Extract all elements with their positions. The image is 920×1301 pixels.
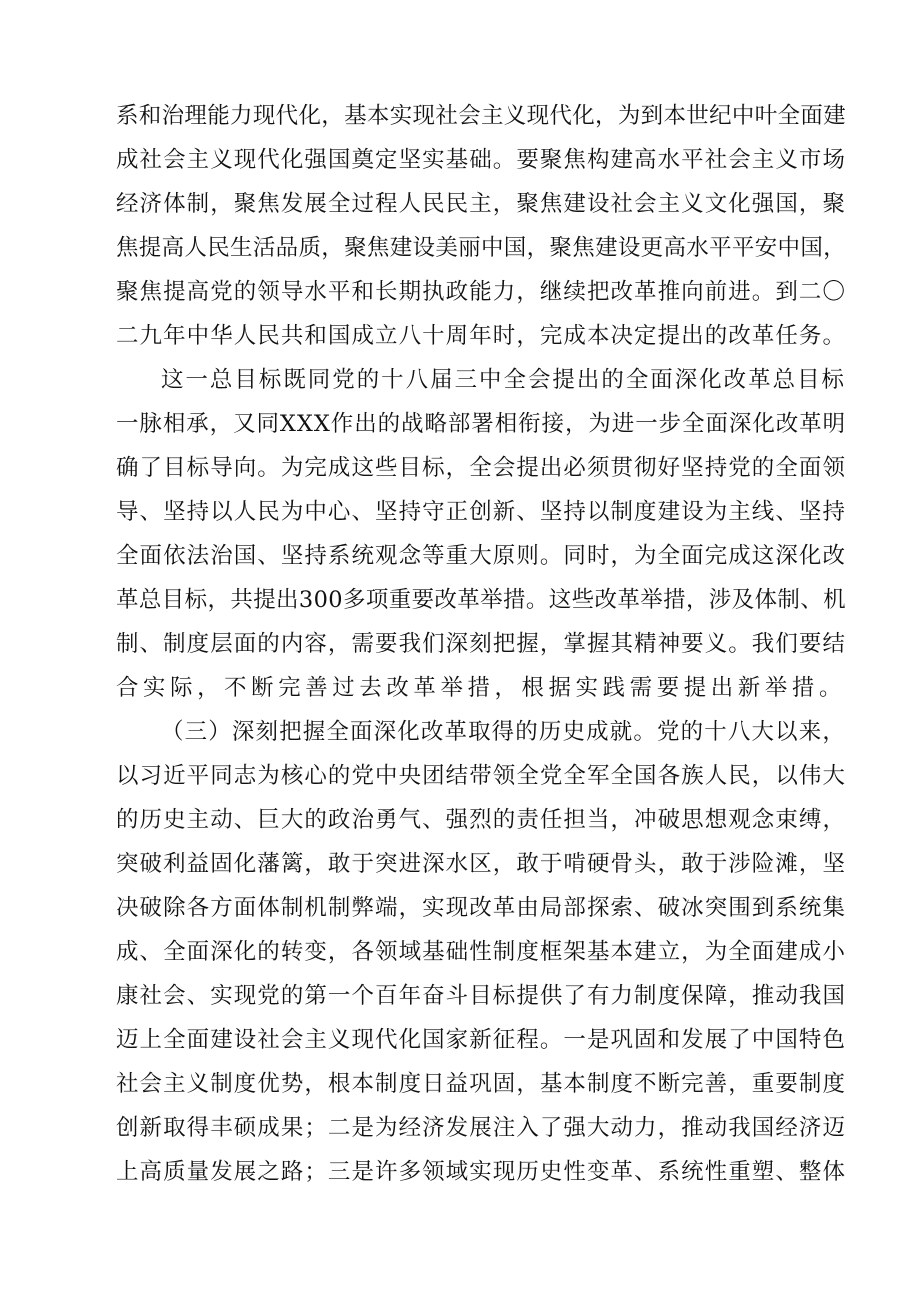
line-text-9: 确了目标导向。为完成这些目标，全会提出必须贯彻好坚持党的全面领 [116,455,846,481]
line-text-15: （三）深刻把握全面深化改革取得的历史成就。党的十八大以来， [161,719,846,745]
text-line-17 [0,798,920,842]
text-line-6 [0,314,920,358]
line-text-8: 一脉相承，又同XXX作出的战略部署相衔接，为进一步全面深化改革明 [116,411,846,437]
text-line-18 [0,842,920,886]
text-line-13 [0,622,920,666]
text-line-1 [0,94,920,138]
text-line-20 [0,930,920,974]
line-text-11: 全面依法治国、坚持系统观念等重大原则。同时，为全面完成这深化改 [116,543,846,569]
line-text-2: 成社会主义现代化强国奠定坚实基础。要聚焦构建高水平社会主义市场 [116,147,846,173]
line-text-20: 成、全面深化的转变，各领域基础性制度框架基本建立，为全面建成小 [116,939,846,965]
text-line-2 [0,138,920,182]
text-line-3 [0,182,920,226]
line-text-5: 聚焦提高党的领导水平和长期执政能力，继续把改革推向前进。到二〇 [116,279,846,305]
line-text-1: 系和治理能力现代化，基本实现社会主义现代化，为到本世纪中叶全面建 [116,103,846,129]
text-line-15 [0,710,920,754]
line-text-23: 社会主义制度优势，根本制度日益巩固，基本制度不断完善，重要制度 [116,1071,846,1097]
line-text-21: 康社会、实现党的第一个百年奋斗目标提供了有力制度保障，推动我国 [116,983,846,1009]
line-text-6: 二九年中华人民共和国成立八十周年时，完成本决定提出的改革任务。 [116,323,846,349]
text-line-19 [0,886,920,930]
text-line-12 [0,578,920,622]
line-text-10: 导、坚持以人民为中心、坚持守正创新、坚持以制度建设为主线、坚持 [116,499,846,525]
line-text-16: 以习近平同志为核心的党中央团结带领全党全军全国各族人民，以伟大 [116,763,846,789]
line-text-13: 制、制度层面的内容，需要我们深刻把握，掌握其精神要义。我们要结 [116,631,846,657]
text-line-10 [0,490,920,534]
line-text-3: 经济体制，聚焦发展全过程人民民主，聚焦建设社会主义文化强国，聚 [116,191,846,217]
line-text-4: 焦提高人民生活品质，聚焦建设美丽中国，聚焦建设更高水平平安中国， [116,235,846,261]
text-line-24 [0,1106,920,1150]
line-text-19: 决破除各方面体制机制弊端，实现改革由局部探索、破冰突围到系统集 [116,895,846,921]
line-text-18: 突破利益固化藩篱，敢于突进深水区，敢于啃硬骨头，敢于涉险滩，坚 [116,851,846,877]
line-text-25: 上高质量发展之路；三是许多领域实现历史性变革、系统性重塑、整体 [116,1159,846,1185]
text-line-11 [0,534,920,578]
text-line-4 [0,226,920,270]
line-text-12: 革总目标，共提出300多项重要改革举措。这些改革举措，涉及体制、机 [116,587,846,613]
line-text-7: 这一总目标既同党的十八届三中全会提出的全面深化改革总目标 [161,367,846,393]
text-line-9 [0,446,920,490]
text-line-5 [0,270,920,314]
line-text-14: 合实际，不断完善过去改革举措，根据实践需要提出新举措。 [116,675,846,701]
text-line-23 [0,1062,920,1106]
text-line-14 [0,666,920,710]
line-text-17: 的历史主动、巨大的政治勇气、强烈的责任担当，冲破思想观念束缚， [116,807,846,833]
text-line-7 [0,358,920,402]
line-text-24: 创新取得丰硕成果；二是为经济发展注入了强大动力，推动我国经济迈 [116,1115,846,1141]
text-line-25 [0,1150,920,1194]
text-line-22 [0,1018,920,1062]
text-line-21 [0,974,920,1018]
line-text-22: 迈上全面建设社会主义现代化国家新征程。一是巩固和发展了中国特色 [116,1027,846,1053]
text-line-16 [0,754,920,798]
text-line-8 [0,402,920,446]
